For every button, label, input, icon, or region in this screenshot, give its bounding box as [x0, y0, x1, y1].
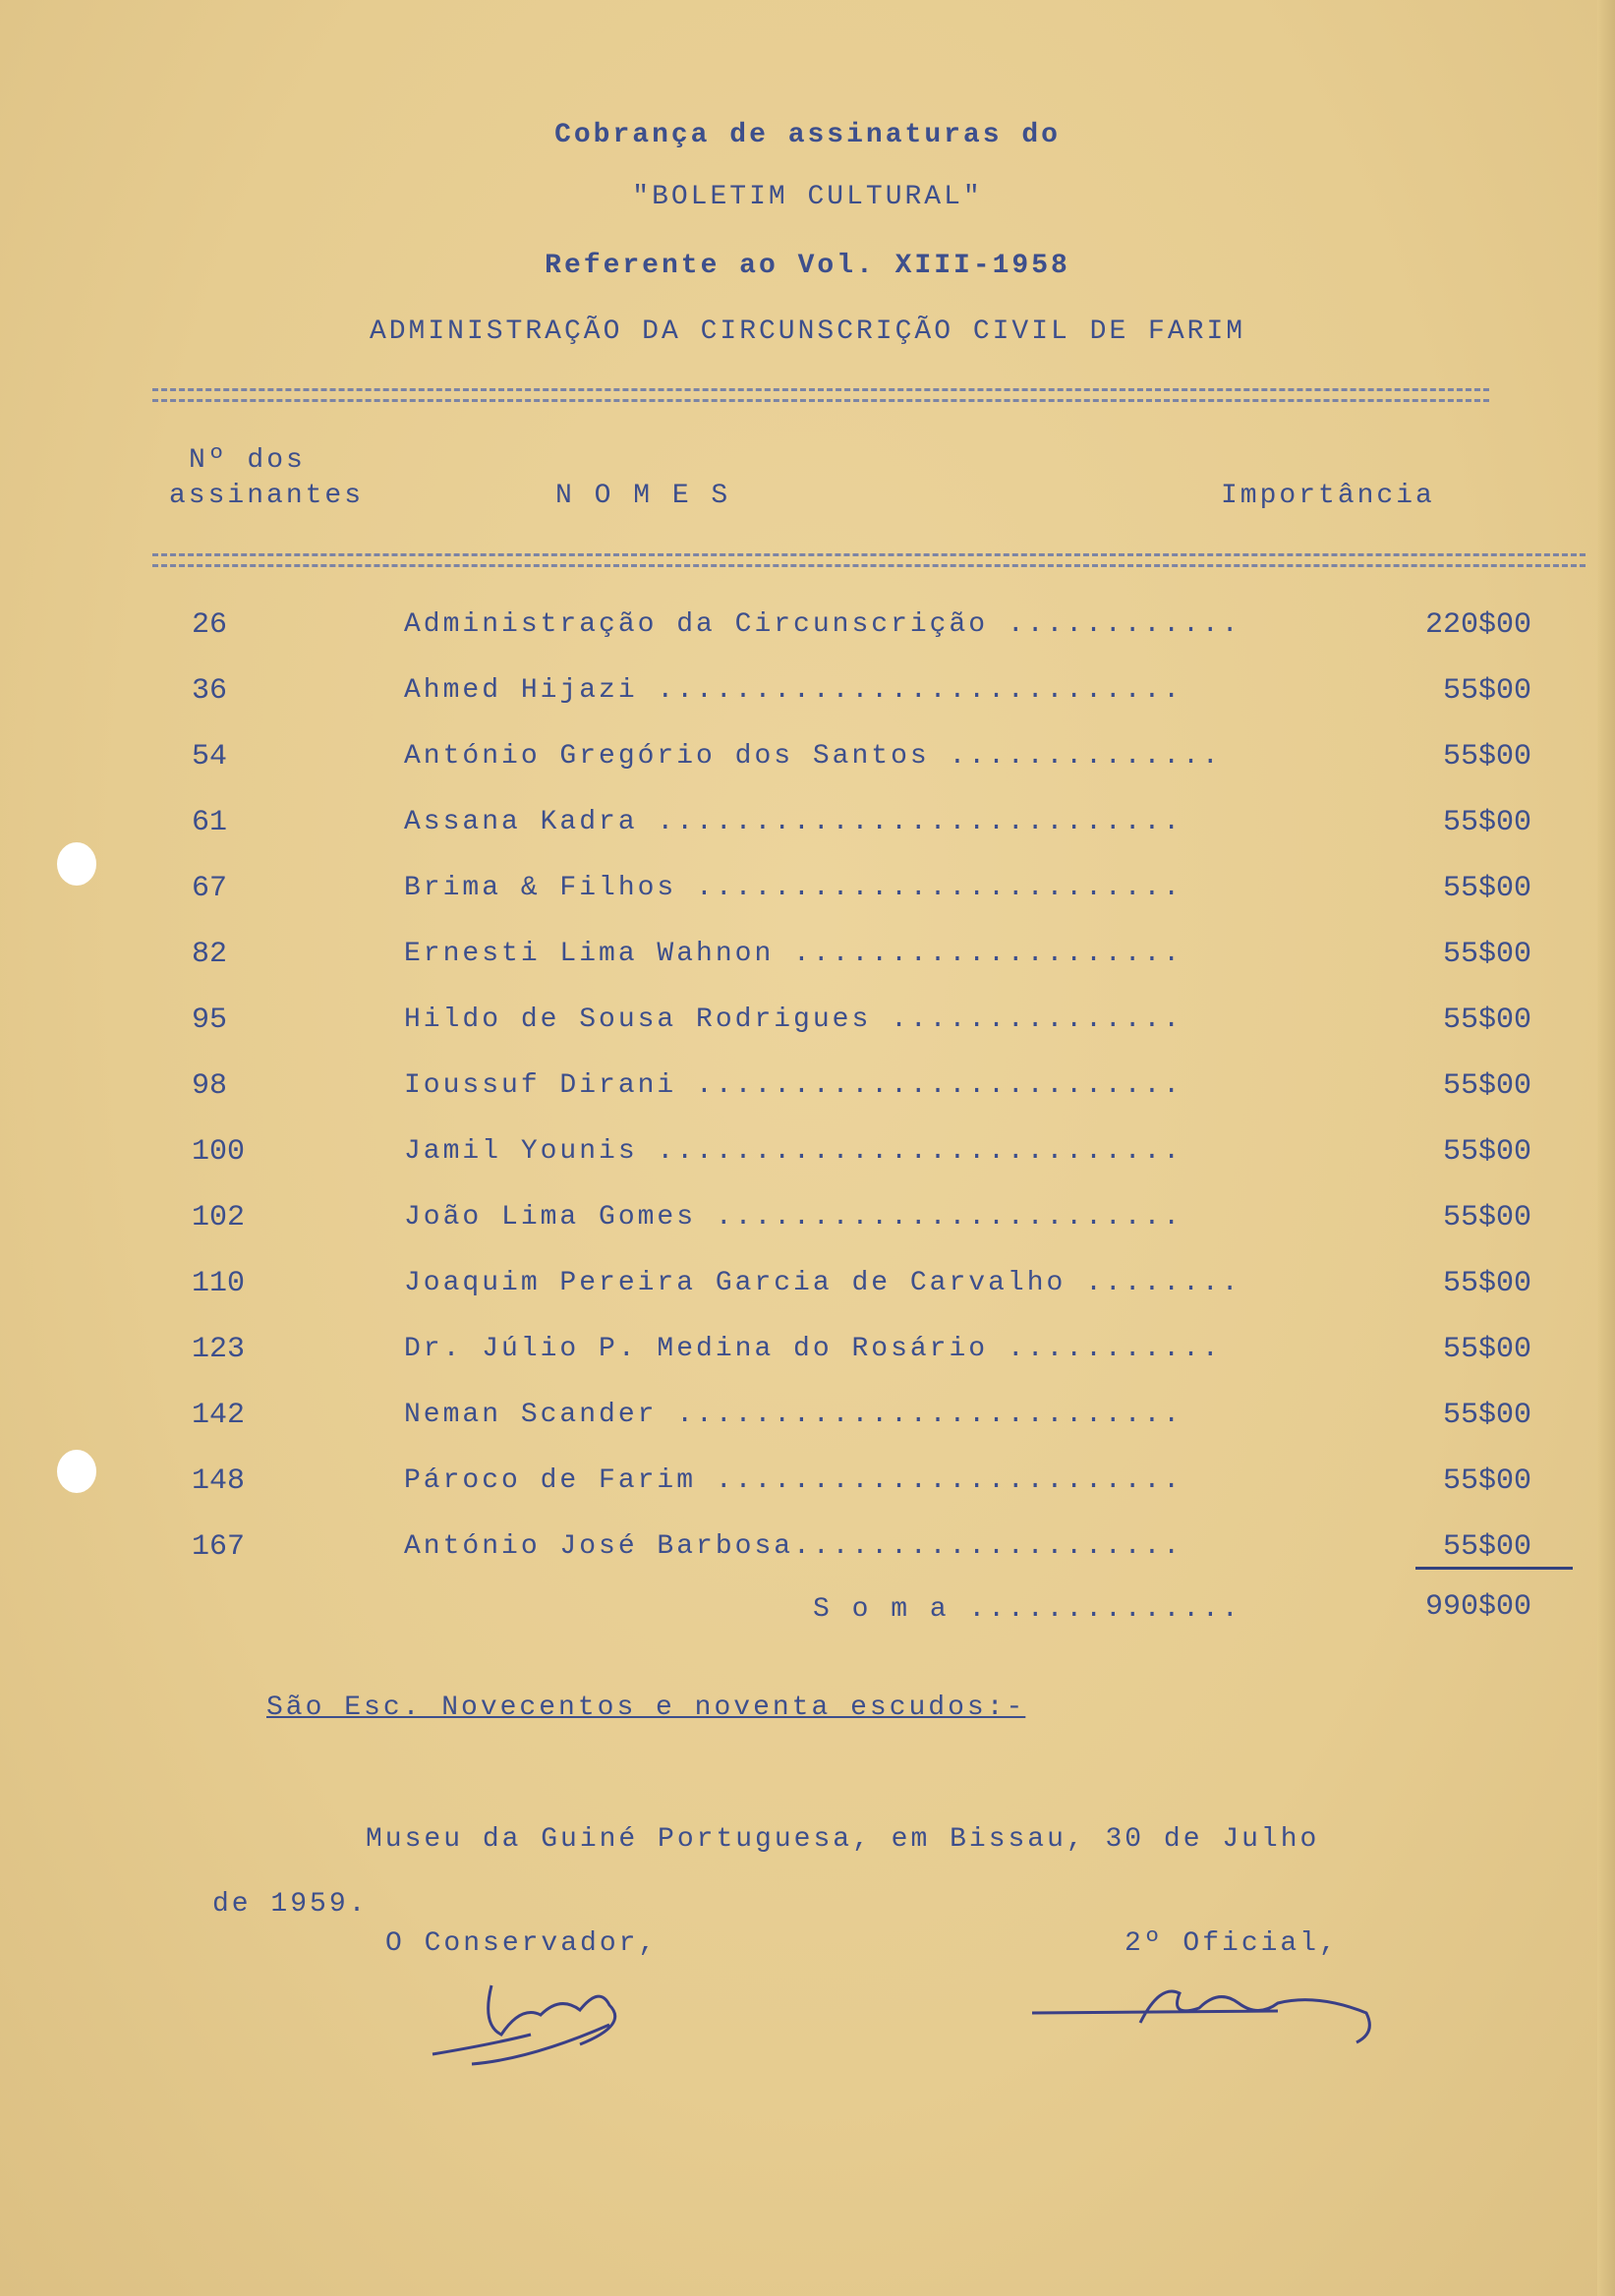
subscriber-name: Pároco de Farim ........................ [404, 1465, 1183, 1496]
subscriber-amount: 55$00 [1442, 1399, 1531, 1432]
subscriber-amount: 55$00 [1442, 1004, 1531, 1037]
subscriber-name: João Lima Gomes ........................ [404, 1202, 1183, 1233]
separator [152, 553, 1586, 567]
subscriber-number: 95 [192, 1004, 228, 1037]
subscriber-number: 123 [192, 1333, 246, 1366]
title-line-3: Referente ao Vol. XIII-1958 [545, 251, 1070, 281]
subscriber-name: Hildo de Sousa Rodrigues ............... [404, 1004, 1183, 1035]
subscriber-amount: 55$00 [1442, 1069, 1531, 1103]
subscriber-number: 167 [192, 1530, 246, 1564]
subscriber-amount: 55$00 [1442, 674, 1531, 708]
subscriber-name: Assana Kadra ........................... [404, 807, 1183, 837]
subscriber-amount: 55$00 [1442, 872, 1531, 905]
subscriber-name: António José Barbosa.................... [404, 1531, 1183, 1562]
column-header-number-line1: Nº dos [189, 445, 306, 476]
subscriber-name: Administração da Circunscrição ............ [404, 609, 1241, 640]
table-row [0, 1202, 1615, 1241]
subscriber-amount: 55$00 [1442, 1267, 1531, 1300]
subscriber-number: 102 [192, 1201, 246, 1234]
table-row [0, 1268, 1615, 1307]
table-row [0, 609, 1615, 649]
subscriber-number: 148 [192, 1464, 246, 1498]
table-row [0, 1004, 1615, 1044]
subscriber-name: Ioussuf Dirani ......................... [404, 1070, 1183, 1101]
subscriber-number: 61 [192, 806, 228, 839]
signature-left-title: O Conservador, [385, 1928, 659, 1959]
subscriber-amount: 55$00 [1442, 1135, 1531, 1169]
subscriber-number: 82 [192, 938, 228, 971]
signature-right [1022, 1964, 1396, 2052]
table-row [0, 1334, 1615, 1373]
subscriber-number: 98 [192, 1069, 228, 1103]
subscriber-number: 110 [192, 1267, 246, 1300]
place-date-line-1: Museu da Guiné Portuguesa, em Bissau, 30 de Julho [366, 1824, 1320, 1855]
subscriber-name: Ernesti Lima Wahnon .................... [404, 939, 1183, 969]
table-row [0, 939, 1615, 978]
subscriber-name: António Gregório dos Santos .............. [404, 741, 1222, 772]
subscriber-number: 36 [192, 674, 228, 708]
subscriber-amount: 55$00 [1442, 1530, 1531, 1564]
subscriber-amount: 55$00 [1442, 806, 1531, 839]
subscriber-number: 26 [192, 608, 228, 642]
subscriber-amount: 55$00 [1442, 1201, 1531, 1234]
separator [152, 388, 1489, 402]
sum-underline [1415, 1567, 1573, 1570]
table-row [0, 1400, 1615, 1439]
subscriber-name: Brima & Filhos ......................... [404, 873, 1183, 903]
subscriber-amount: 220$00 [1424, 608, 1531, 642]
table-row [0, 675, 1615, 715]
subscriber-amount: 55$00 [1442, 938, 1531, 971]
column-header-names: N O M E S [555, 481, 731, 511]
subscriber-name: Neman Scander .......................... [404, 1400, 1183, 1430]
table-row [0, 1070, 1615, 1110]
place-date-line-2: de 1959. [212, 1889, 369, 1920]
subscriber-amount: 55$00 [1442, 1464, 1531, 1498]
subscriber-amount: 55$00 [1442, 740, 1531, 774]
total-amount: 990$00 [1424, 1590, 1531, 1624]
title-line-1: Cobrança de assinaturas do [554, 120, 1061, 150]
signature-right-title: 2º Oficial, [1125, 1928, 1339, 1959]
table-row [0, 1531, 1615, 1571]
subscriber-name: Dr. Júlio P. Medina do Rosário ........... [404, 1334, 1222, 1364]
title-line-2: "BOLETIM CULTURAL" [632, 182, 983, 212]
table-row [0, 1136, 1615, 1176]
column-header-amount: Importância [1221, 481, 1435, 511]
total-label: S o m a .............. [813, 1594, 1241, 1625]
amount-in-words: São Esc. Novecentos e noventa escudos:- [266, 1693, 1026, 1723]
subscriber-number: 142 [192, 1399, 246, 1432]
subscriber-name: Joaquim Pereira Garcia de Carvalho ........ [404, 1268, 1241, 1298]
subscriber-amount: 55$00 [1442, 1333, 1531, 1366]
subscriber-number: 100 [192, 1135, 246, 1169]
signature-left [413, 1966, 688, 2074]
column-header-number-line2: assinantes [169, 481, 365, 511]
table-row [0, 807, 1615, 846]
subscriber-name: Jamil Younis ........................... [404, 1136, 1183, 1167]
title-line-4: ADMINISTRAÇÃO DA CIRCUNSCRIÇÃO CIVIL DE FARIM [369, 316, 1246, 347]
subscriber-number: 54 [192, 740, 228, 774]
subscriber-number: 67 [192, 872, 228, 905]
subscriber-name: Ahmed Hijazi ........................... [404, 675, 1183, 706]
table-row [0, 873, 1615, 912]
table-row [0, 1465, 1615, 1505]
table-row [0, 741, 1615, 780]
